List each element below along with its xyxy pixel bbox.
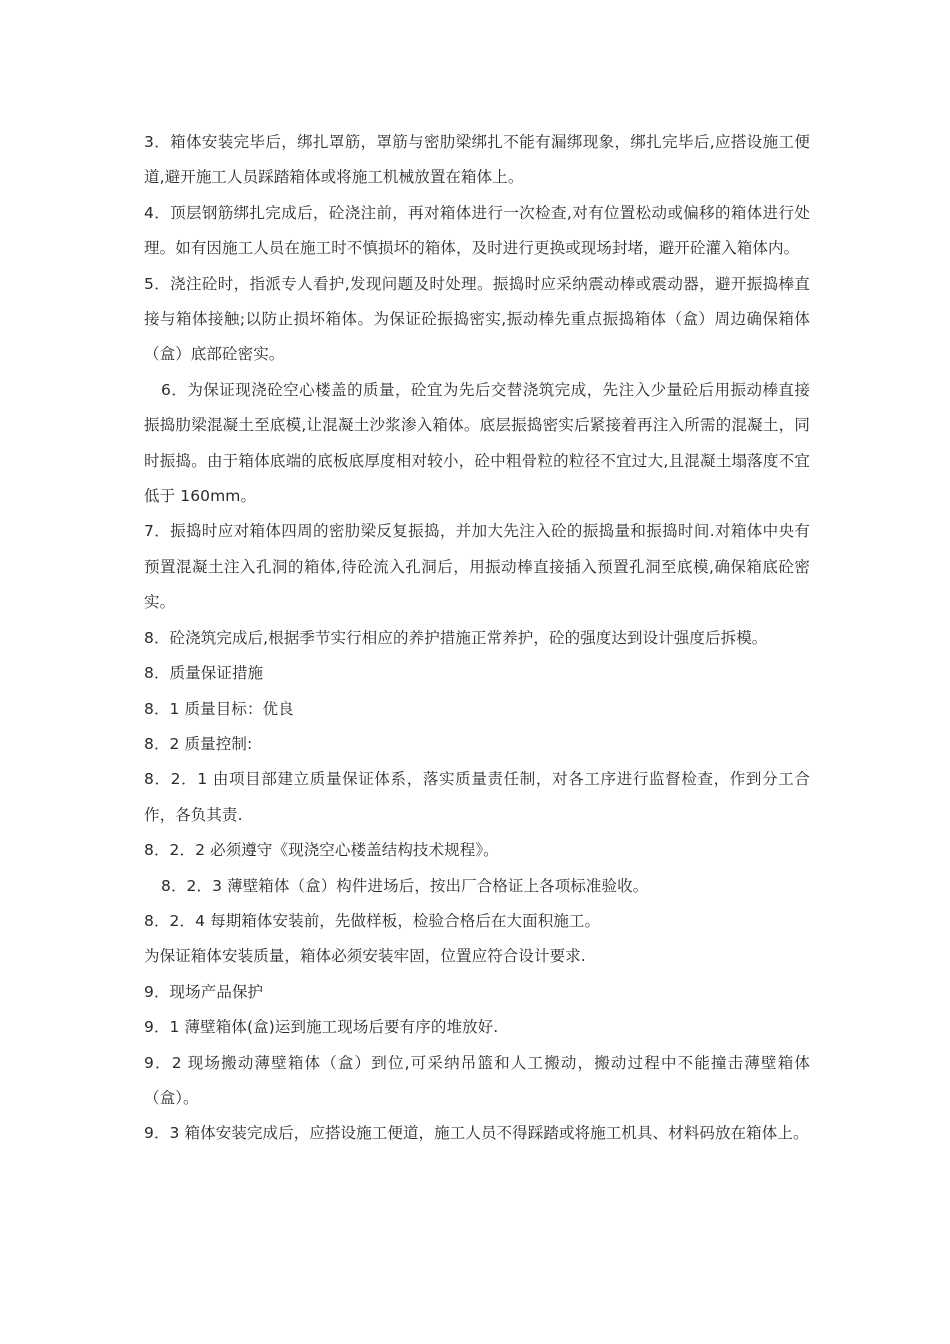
item-9-2: 9．2 现场搬动薄壁箱体（盒）到位,可采纳吊篮和人工搬动，搬动过程中不能撞击薄壁箱体（盒）。: [144, 1053, 810, 1107]
paragraph-3: 3．箱体安装完毕后，绑扎罩筋，罩筋与密肋梁绑扎不能有漏绑现象，绑扎完毕后,应搭设施工便道,避开施工人员踩踏箱体或将施工机械放置在箱体上。: [144, 133, 810, 187]
item-8-2-4: 8．2．4 每期箱体安装前，先做样板，检验合格后在大面积施工。: [144, 911, 601, 930]
paragraph-6: 6．为保证现浇砼空心楼盖的质量，砼宜为先后交替浇筑完成，先注入少量砼后用振动棒直接振捣肋梁混凝土至底模,让混凝土沙浆渗入箱体。底层振捣密实后紧接着再注入所需的混凝土，同时振捣。由于箱体底端的底板底厚度相对较小，砼中粗骨粒的粒径不宜过大,且混凝土塌落度不宜低于 160mm。: [144, 380, 810, 506]
item-9-1: 9．1 薄壁箱体(盒)运到施工现场后要有序的堆放好.: [144, 1018, 499, 1037]
paragraph-install-quality: 为保证箱体安装质量，箱体必须安装牢固，位置应符合设计要求.: [144, 947, 586, 966]
item-8-2: 8．2 质量控制:: [144, 734, 253, 753]
item-8-2-3: 8．2．3 薄壁箱体（盒）构件进场后，按出厂合格证上各项标准验收。: [161, 876, 649, 895]
item-9-3: 9．3 箱体安装完成后，应搭设施工便道，施工人员不得踩踏或将施工机具、材料码放在箱体上。: [144, 1124, 809, 1143]
section-heading-protection: 9．现场产品保护: [144, 982, 264, 1001]
document-body: [144, 125, 810, 1152]
paragraph-8-curing: 8．砼浇筑完成后,根据季节实行相应的养护措施正常养护，砼的强度达到设计强度后拆模。: [144, 628, 768, 647]
paragraph-7: 7．振捣时应对箱体四周的密肋梁反复振捣，并加大先注入砼的振捣量和振捣时间.对箱体中央有预置混凝土注入孔洞的箱体,待砼流入孔洞后，用振动棒直接插入预置孔洞至底模,确保箱底砼密实。: [144, 522, 810, 612]
section-heading-quality: 8．质量保证措施: [144, 664, 264, 683]
paragraph-5: 5．浇注砼时，指派专人看护,发现问题及时处理。振捣时应采纳震动棒或震动器，避开振捣棒直接与箱体接触;以防止损坏箱体。为保证砼振捣密实,振动棒先重点振捣箱体（盒）周边确保箱体（盒）底部砼密实。: [144, 274, 810, 364]
item-8-2-2: 8．2．2 必须遵守《现浇空心楼盖结构技术规程》。: [144, 841, 499, 860]
item-8-1: 8．1 质量目标：优良: [144, 699, 294, 718]
item-8-2-1: 8．2．1 由项目部建立质量保证体系，落实质量责任制，对各工序进行监督检查，作到分工合作，各负其责.: [144, 770, 810, 824]
paragraph-4: 4．顶层钢筋绑扎完成后，砼浇注前，再对箱体进行一次检查,对有位置松动或偏移的箱体进行处理。如有因施工人员在施工时不慎损坏的箱体，及时进行更换或现场封堵，避开砼灌入箱体内。: [144, 203, 810, 258]
